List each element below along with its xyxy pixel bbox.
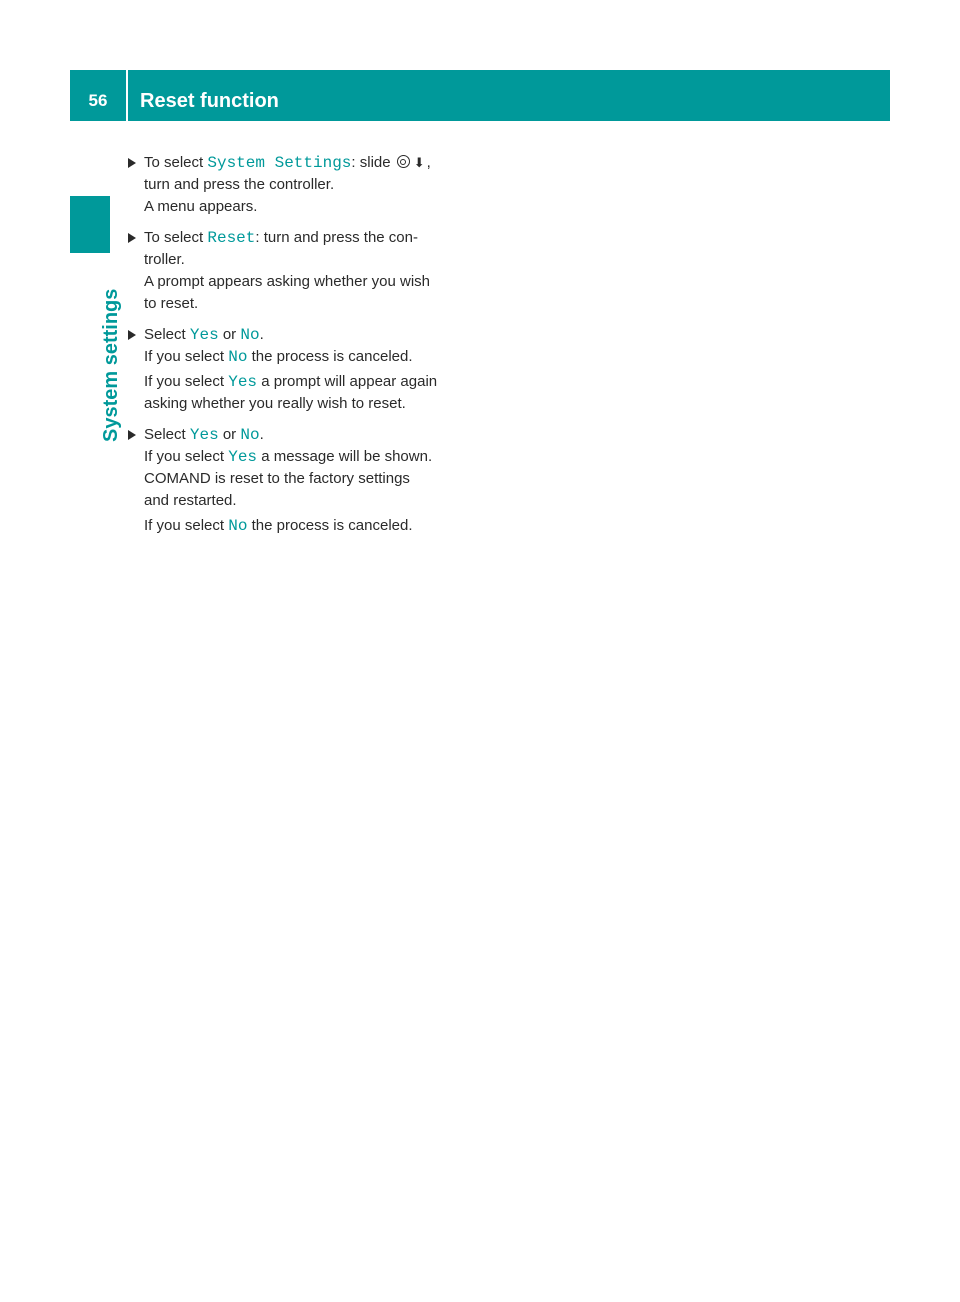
menu-item-system-settings: System Settings [207,154,352,172]
step-arrow-icon [128,330,136,340]
section-title: Reset function [140,90,279,112]
step-arrow-icon [128,430,136,440]
side-tab-marker [70,196,110,253]
step-select-system-settings [128,152,464,218]
step-confirm-second [128,424,464,537]
option-no: No [228,348,248,366]
step-arrow-icon [128,158,136,168]
step-text: To select System Settings: slide ⬇ , turn and press the controller. A menu appears. [144,154,431,215]
step-text: If you select Yes a prompt will appear again asking whether you really wish to reset. [144,373,438,412]
controller-icon [397,155,410,168]
arrow-down-icon: ⬇ [413,155,425,170]
side-tab-label: System settings [100,288,122,442]
header-divider [126,70,128,121]
step-arrow-icon [128,233,136,243]
option-no: No [240,326,260,344]
step-text: To select Reset: turn and press the con- troller. A prompt appears asking whether you wish to reset. [144,229,430,312]
option-yes: Yes [189,326,219,344]
header-bar [70,70,890,121]
option-yes: Yes [228,448,258,466]
option-yes: Yes [189,426,219,444]
step-text: If you select No the process is canceled. [144,517,413,535]
step-text: Select Yes or No. If you select Yes a message will be shown. COMAND is reset to the factory settings and restarted. [144,426,433,509]
step-text: Select Yes or No. If you select No the process is canceled. [144,326,413,366]
option-no: No [228,517,248,535]
option-yes: Yes [228,373,258,391]
step-select-reset [128,227,464,315]
page-number: 56 [88,91,108,110]
step-confirm-first [128,324,464,415]
menu-item-reset: Reset [207,229,256,247]
instructions [128,152,464,546]
option-no: No [240,426,260,444]
